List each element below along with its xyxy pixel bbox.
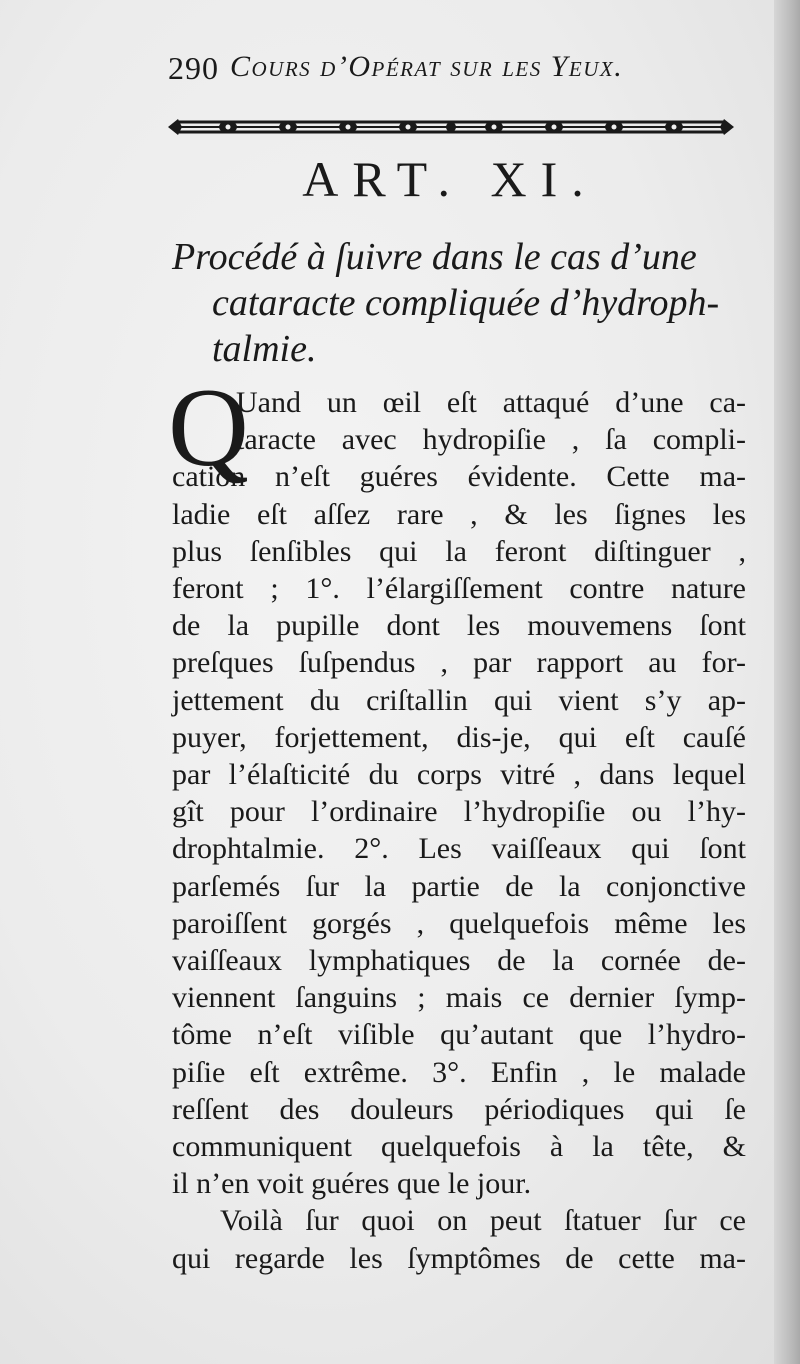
text-line: tôme n’eſt viſible qu’autant que l’hydro- (172, 1018, 746, 1052)
running-head (168, 44, 728, 94)
text-line: Uand un œil eſt attaqué d’une ca- (236, 386, 746, 419)
text-line: preſques ſuſpendus , par rapport au for- (172, 646, 746, 680)
text-line: de la pupille dont les mouvemens ſont (172, 609, 746, 643)
running-title: Cours d’Opérat sur les Yeux. (230, 50, 624, 83)
text-line: parſemés ſur la partie de la conjonctive (172, 869, 746, 903)
article-title-line: cataracte compliquée d’hydroph- (212, 282, 720, 324)
text-line: plus ſenſibles qui la feront diſtinguer , (172, 534, 746, 568)
text-line: feront ; 1°. l’élargiſſement contre nature (172, 572, 746, 606)
article-title (172, 234, 742, 372)
article-title-line: talmie. (212, 328, 317, 370)
text-line: reſſent des douleurs périodiques qui ſe (172, 1092, 746, 1126)
article-number: ART. XI. (302, 151, 598, 207)
page-number: 290 (168, 50, 219, 86)
text-line: piſie eſt extrême. 3°. Enfin , le malade (172, 1055, 746, 1089)
text-line: il n’en voit guéres que le jour. (172, 1167, 532, 1201)
text-line: drophtalmie. 2°. Les vaiſſeaux qui ſont (172, 832, 746, 866)
text-line: ladie eſt aſſez rare , & les ſignes les (172, 497, 746, 531)
article-title-line: Procédé à ſuivre dans le cas d’une (172, 236, 697, 278)
text-line: par l’élaſticité du corps vitré , dans lequel (172, 758, 746, 792)
body-text (172, 384, 746, 1277)
text-line: Voilà ſur quoi on peut ſtatuer ſur ce (220, 1204, 746, 1238)
ornamental-rule-divider (168, 112, 734, 142)
text-line: cation n’eſt guéres évidente. Cette ma- (172, 460, 746, 494)
drop-cap: Q (168, 366, 249, 490)
text-line: paroiſſent gorgés , quelquefois même les (172, 906, 746, 940)
text-line: vaiſſeaux lymphatiques de la cornée de- (172, 944, 746, 978)
text-line: gît pour l’ordinaire l’hydropiſie ou l’hy- (172, 795, 746, 829)
text-line: communiquent quelquefois à la tête, & (172, 1130, 746, 1164)
text-line: puyer, forjettement, dis-je, qui eſt cauſé (172, 720, 746, 754)
page-edge-shadow (774, 0, 800, 1364)
text-line: taracte avec hydropiſie , ſa compli- (236, 423, 746, 457)
text-line: viennent ſanguins ; mais ce dernier ſymp- (172, 981, 746, 1015)
text-line: jettement du criſtallin qui vient s’y ap- (172, 683, 746, 717)
text-line: qui regarde les ſymptômes de cette ma- (172, 1241, 746, 1275)
